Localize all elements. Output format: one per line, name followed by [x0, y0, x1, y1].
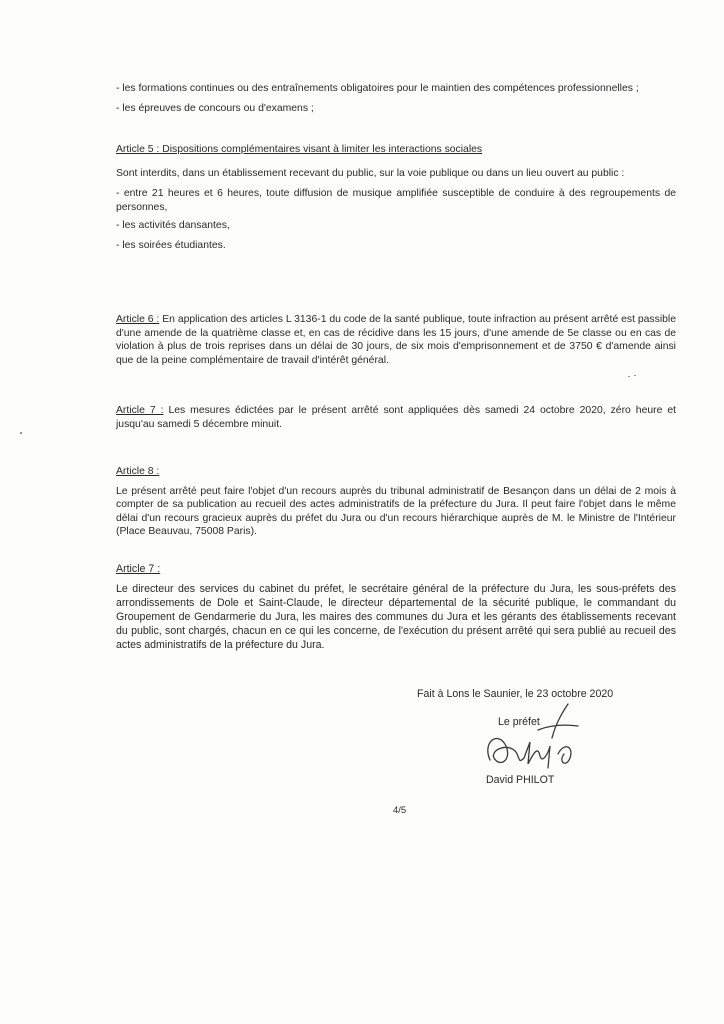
place-date: Fait à Lons le Saunier, le 23 octobre 2020: [417, 688, 614, 700]
article-7-execution: [116, 562, 676, 652]
signatory-name: David PHILOT: [486, 774, 555, 786]
article-7-label: Article 7 :: [116, 405, 164, 416]
scan-speck: [634, 375, 636, 376]
list-item: - les épreuves de concours ou d'examens ;: [116, 102, 314, 114]
article-5-heading: Article 5 : Dispositions complémentaires visant à limiter les interactions sociales: [116, 144, 483, 155]
article-5-intro: Sont interdits, dans un établissement recevant du public, sur la voie publique ou dans un lieu ouvert au public :: [116, 167, 625, 179]
list-item: - entre 21 heures et 6 heures, toute diffusion de musique amplifiée susceptible de conduire à des regroupements de personnes,: [116, 188, 676, 213]
article-7-effect: [116, 404, 676, 431]
article-7-execution-text: Le directeur des services du cabinet du préfet, le secrétaire général de la préfecture du Jura, les sous-préfets des arrondissements de Dole et Saint-Claude, le directeur départemental de la sécurité publique, le commandant du Groupement de Gendarmerie du Jura, les maires des communes du Jura et les gérants des établissements recevant du public, sont chargés, chacun en ce qui les concerne, de l'exécution du présent arrêté qui sera publié au recueil des actes administratifs de la préfecture du Jura.: [116, 583, 676, 651]
scan-speck: [628, 376, 630, 377]
article-8: [116, 465, 676, 539]
scan-speck: [20, 432, 22, 434]
list-item: - les activités dansantes,: [116, 220, 230, 232]
article-8-text: Le présent arrêté peut faire l'objet d'un recours auprès du tribunal administratif de Besançon dans un délai de 2 mois à compter de sa publication au recueil des actes administratifs de la préfecture du Jura. Il peut faire l'objet dans le même délai d'un recours gracieux auprès du préfet du Jura ou d'un recours hiérarchique auprès de M. le Ministre de l'Intérieur (Place Beauvau, 75008 Paris).: [116, 485, 676, 538]
list-item: - les formations continues ou des entraînements obligatoires pour le maintien des compétences professionnelles ;: [116, 83, 639, 94]
article-7-text: Les mesures édictées par le présent arrêté sont appliquées dès samedi 24 octobre 2020, zéro heure et jusqu'au samedi 5 décembre minuit.: [116, 405, 676, 430]
article-6-text: En application des articles L 3136-1 du code de la santé publique, toute infraction au présent arrêté est passible d'une amende de la quatrième classe et, en cas de récidive dans les 15 jours, d'une amende de 5e classe ou en cas de violation à plus de trois reprises dans un délai de 30 jours, de six mois d'emprisonnement et de 3750 € d'amende ainsi que de la peine complémentaire de travail d'intérêt général.: [116, 314, 676, 366]
page-number: 4/5: [393, 805, 407, 816]
article-7-label: Article 7 :: [116, 563, 161, 575]
article-5: [116, 143, 676, 253]
list-continuation: [116, 82, 676, 115]
signatory-title: Le préfet: [498, 716, 540, 728]
signature-block: [400, 688, 700, 798]
article-6-label: Article 6 :: [116, 314, 160, 325]
article-6: [116, 313, 676, 367]
list-item: - les soirées étudiantes.: [116, 239, 226, 251]
article-8-label: Article 8 :: [116, 466, 160, 477]
handwritten-signature: [478, 702, 588, 782]
